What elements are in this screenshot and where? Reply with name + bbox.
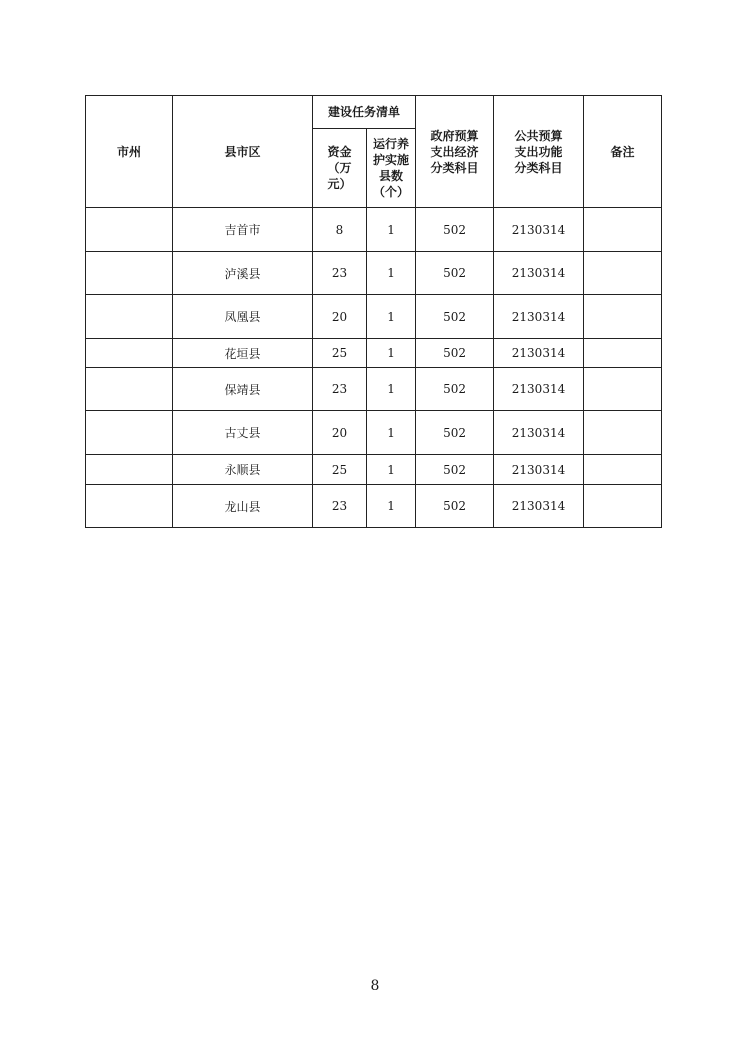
cell-count: 1 (367, 485, 416, 528)
table-row (86, 485, 662, 528)
header-city: 市州 (86, 96, 173, 208)
cell-func: 2130314 (494, 455, 584, 485)
cell-funds: 25 (313, 455, 367, 485)
cell-city (86, 368, 173, 411)
cell-remarks (584, 411, 662, 455)
cell-funds: 8 (313, 208, 367, 252)
cell-count: 1 (367, 208, 416, 252)
header-funds: 资金 （万 元） (313, 129, 367, 208)
cell-funds: 20 (313, 295, 367, 339)
cell-county: 龙山县 (173, 485, 313, 528)
cell-func: 2130314 (494, 252, 584, 295)
cell-city (86, 455, 173, 485)
cell-econ: 502 (416, 208, 494, 252)
cell-funds: 25 (313, 339, 367, 368)
cell-func: 2130314 (494, 485, 584, 528)
page-number: 8 (370, 978, 380, 994)
header-counties-count: 运行养 护实施 县数 （个） (367, 129, 416, 208)
cell-remarks (584, 455, 662, 485)
cell-func: 2130314 (494, 208, 584, 252)
cell-count: 1 (367, 252, 416, 295)
cell-county: 花垣县 (173, 339, 313, 368)
table-row (86, 295, 662, 339)
table-row (86, 252, 662, 295)
cell-county: 泸溪县 (173, 252, 313, 295)
cell-county: 古丈县 (173, 411, 313, 455)
header-county: 县市区 (173, 96, 313, 208)
cell-county: 永顺县 (173, 455, 313, 485)
cell-city (86, 208, 173, 252)
cell-econ: 502 (416, 339, 494, 368)
cell-count: 1 (367, 368, 416, 411)
cell-county: 保靖县 (173, 368, 313, 411)
table-row (86, 339, 662, 368)
cell-econ: 502 (416, 368, 494, 411)
cell-func: 2130314 (494, 411, 584, 455)
budget-table (85, 95, 662, 528)
cell-city (86, 339, 173, 368)
header-public-func: 公共预算 支出功能 分类科目 (494, 96, 584, 208)
table-header (86, 96, 662, 208)
header-task-group: 建设任务清单 (313, 96, 416, 129)
table-row (86, 455, 662, 485)
cell-count: 1 (367, 295, 416, 339)
cell-remarks (584, 295, 662, 339)
cell-funds: 20 (313, 411, 367, 455)
cell-county: 凤凰县 (173, 295, 313, 339)
cell-funds: 23 (313, 485, 367, 528)
table-row (86, 368, 662, 411)
table-body (86, 208, 662, 528)
cell-count: 1 (367, 339, 416, 368)
table-row (86, 411, 662, 455)
cell-city (86, 411, 173, 455)
header-gov-econ: 政府预算 支出经济 分类科目 (416, 96, 494, 208)
cell-count: 1 (367, 455, 416, 485)
cell-city (86, 295, 173, 339)
cell-count: 1 (367, 411, 416, 455)
cell-remarks (584, 252, 662, 295)
cell-func: 2130314 (494, 339, 584, 368)
cell-funds: 23 (313, 368, 367, 411)
header-remarks: 备注 (584, 96, 662, 208)
cell-remarks (584, 339, 662, 368)
table-row (86, 208, 662, 252)
cell-econ: 502 (416, 252, 494, 295)
cell-funds: 23 (313, 252, 367, 295)
cell-county: 吉首市 (173, 208, 313, 252)
cell-econ: 502 (416, 411, 494, 455)
cell-func: 2130314 (494, 368, 584, 411)
cell-econ: 502 (416, 295, 494, 339)
cell-city (86, 252, 173, 295)
cell-econ: 502 (416, 455, 494, 485)
cell-remarks (584, 208, 662, 252)
cell-city (86, 485, 173, 528)
cell-remarks (584, 485, 662, 528)
cell-econ: 502 (416, 485, 494, 528)
cell-func: 2130314 (494, 295, 584, 339)
cell-remarks (584, 368, 662, 411)
